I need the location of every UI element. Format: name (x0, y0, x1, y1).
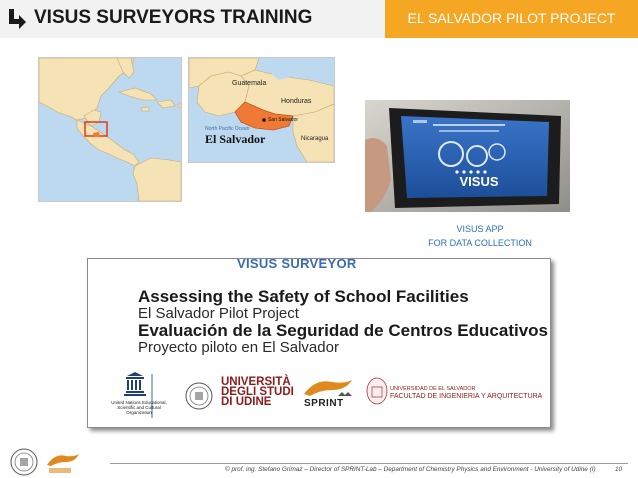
tablet-drawing (365, 100, 570, 212)
footer-credit: © prof. ing. Stefano Grimaz – Director of SPRINT-Lab – Department of Chemistry Physics and Environment - University of Udine (I) (225, 466, 596, 473)
visus-app-logo: VISUS (459, 174, 499, 189)
regional-map-drawing (39, 58, 181, 201)
ues-name: UNIVERSIDAD DE EL SALVADOR (390, 386, 476, 392)
label-guatemala: Guatemala (232, 80, 267, 87)
footer-sprint-logo-icon (46, 451, 80, 475)
project-banner (385, 0, 638, 38)
card-heading-en: Assessing the Safety of School Facilities (138, 287, 469, 306)
card-title: VISUS SURVEYOR (237, 256, 357, 271)
app-caption-line1: VISUS APP (456, 224, 504, 234)
university-udine-seal-icon (185, 382, 213, 410)
capital-marker-icon (262, 118, 266, 122)
sprint-logo-text: SPRINT (304, 398, 344, 409)
label-nicaragua: Nicaragua (301, 136, 329, 142)
universidad-el-salvador-seal-icon (366, 377, 388, 405)
turn-down-right-arrow-icon (6, 7, 28, 29)
ues-faculty: FACULTAD DE INGENIERIA Y ARQUITECTURA (390, 393, 543, 400)
regional-map (38, 57, 182, 202)
card-heading-es: Evaluación de la Seguridad de Centros Educativos (138, 321, 549, 340)
label-honduras: Honduras (281, 98, 312, 105)
app-caption-line2: FOR DATA COLLECTION (428, 238, 532, 248)
label-ocean: North Pacific Ocean (205, 126, 250, 132)
app-caption (400, 222, 560, 250)
label-capital: San Salvador (268, 117, 299, 123)
page-number: 10 (615, 466, 623, 473)
footer-university-seal-icon (10, 448, 38, 476)
tablet-photo (365, 100, 570, 212)
card-subheading-en: El Salvador Pilot Project (138, 305, 299, 322)
university-udine-name: UNIVERSITÀ DEGLI STUDI DI UDINE (221, 376, 294, 408)
label-country: El Salvador (205, 132, 266, 146)
slide-title: VISUS SURVEYORS TRAINING (34, 7, 313, 28)
project-title: EL SALVADOR PILOT PROJECT (407, 10, 616, 26)
footer-divider (110, 463, 628, 464)
unesco-text: United Nations Educational, Scientific and Cultural Organization (111, 400, 167, 415)
country-map (188, 57, 335, 163)
card-subheading-es: Proyecto piloto en El Salvador (138, 339, 339, 356)
